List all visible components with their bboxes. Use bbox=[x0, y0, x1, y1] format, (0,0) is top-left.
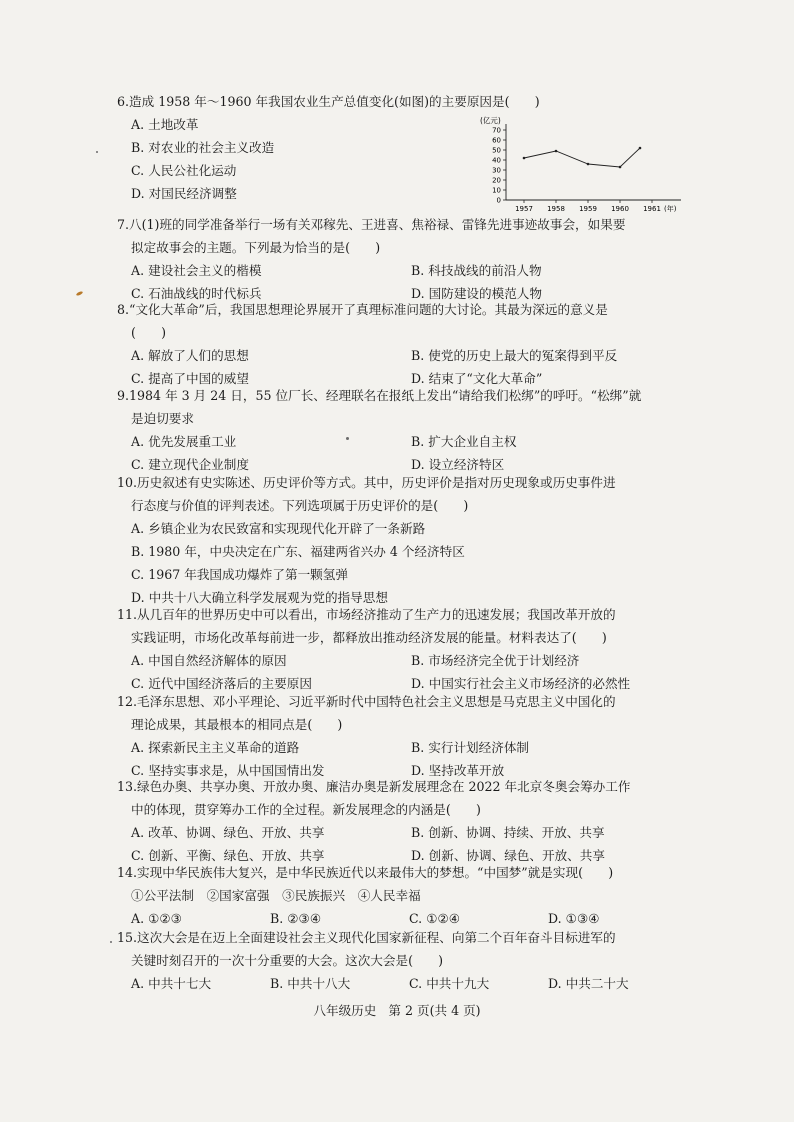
option-12a[interactable]: A. 探索新民主主义革命的道路 bbox=[131, 740, 300, 755]
question-12-stem-line1: 12.毛泽东思想、邓小平理论、习近平新时代中国特色社会主义思想是马克思主义中国化的 bbox=[117, 694, 616, 709]
option-10a[interactable]: A. 乡镇企业为农民致富和实现现代化开辟了一条新路 bbox=[131, 521, 426, 536]
y-tick-label: 70 bbox=[492, 126, 501, 135]
data-point bbox=[555, 150, 558, 153]
scan-speck bbox=[96, 151, 98, 153]
option-7a[interactable]: A. 建设社会主义的楷模 bbox=[131, 263, 262, 278]
y-tick-label: 20 bbox=[492, 176, 501, 185]
question-7-stem-line2: 拟定故事会的主题。下列最为恰当的是( ) bbox=[131, 240, 381, 255]
data-point-group bbox=[523, 147, 642, 169]
option-15c[interactable]: C. 中共十九大 bbox=[409, 976, 490, 991]
series-line bbox=[524, 148, 640, 167]
option-9b[interactable]: B. 扩大企业自主权 bbox=[411, 434, 517, 449]
y-tick-group bbox=[492, 127, 506, 205]
data-point bbox=[639, 147, 642, 150]
question-15-stem-line1: 15.这次大会是在迈上全面建设社会主义现代化国家新征程、向第二个百年奋斗目标进军的 bbox=[117, 930, 616, 945]
question-11-stem-line2: 实践证明，市场化改革每前进一步，都释放出推动经济发展的能量。材料表达了( ) bbox=[131, 630, 607, 645]
option-6b[interactable]: B. 对农业的社会主义改造 bbox=[131, 140, 275, 155]
question-11 bbox=[117, 603, 691, 695]
data-point bbox=[587, 163, 590, 166]
option-8a[interactable]: A. 解放了人们的思想 bbox=[131, 348, 249, 363]
option-11b[interactable]: B. 市场经济完全优于计划经济 bbox=[411, 653, 580, 668]
option-6a[interactable]: A. 土地改革 bbox=[131, 117, 199, 132]
option-13d[interactable]: D. 创新、协调、绿色、开放、共享 bbox=[411, 848, 605, 863]
footer-subject: 八年级历史 bbox=[313, 1003, 377, 1018]
option-11a[interactable]: A. 中国自然经济解体的原因 bbox=[131, 653, 287, 668]
option-7d[interactable]: D. 国防建设的模范人物 bbox=[411, 286, 542, 301]
question-8-stem-line2: ( ) bbox=[131, 325, 167, 340]
question-12-stem-line2: 理论成果，其最根本的相同点是( ) bbox=[131, 717, 343, 732]
option-6c[interactable]: C. 人民公社化运动 bbox=[131, 163, 237, 178]
question-13 bbox=[117, 775, 691, 867]
y-axis-label: (亿元) bbox=[480, 116, 501, 125]
option-15a[interactable]: A. 中共十七大 bbox=[131, 976, 212, 991]
option-10b[interactable]: B. 1980 年，中央决定在广东、福建两省兴办 4 个经济特区 bbox=[131, 544, 465, 559]
option-6d[interactable]: D. 对国民经济调整 bbox=[131, 186, 237, 201]
option-14b[interactable]: B. ②③④ bbox=[270, 911, 322, 926]
option-9d[interactable]: D. 设立经济特区 bbox=[411, 457, 505, 472]
x-tick-label: 1960 bbox=[611, 205, 629, 213]
question-15 bbox=[117, 926, 687, 995]
option-12b[interactable]: B. 实行计划经济体制 bbox=[411, 740, 530, 755]
y-tick-label: 50 bbox=[492, 146, 501, 155]
option-15b[interactable]: B. 中共十八大 bbox=[270, 976, 351, 991]
question-14 bbox=[117, 861, 687, 930]
scan-speck bbox=[110, 941, 112, 943]
y-tick-label: 30 bbox=[492, 166, 501, 175]
question-10 bbox=[117, 471, 616, 609]
option-7b[interactable]: B. 科技战线的前沿人物 bbox=[411, 263, 542, 278]
x-axis-label: (年) bbox=[664, 205, 677, 213]
question-7 bbox=[117, 213, 691, 305]
question-14-stem-line1: 14.实现中华民族伟大复兴，是中华民族近代以来最伟大的梦想。“中国梦”就是实现( ) bbox=[117, 865, 614, 880]
option-14d[interactable]: D. ①③④ bbox=[548, 911, 600, 926]
question-14-stem-line2: ①公平法制 ②国家富强 ③民族振兴 ④人民幸福 bbox=[131, 888, 421, 903]
x-tick-label: 1957 bbox=[515, 205, 533, 213]
option-8d[interactable]: D. 结束了“文化大革命” bbox=[411, 371, 543, 386]
option-9c[interactable]: C. 建立现代企业制度 bbox=[131, 457, 249, 472]
option-11c[interactable]: C. 近代中国经济落后的主要原因 bbox=[131, 676, 312, 691]
question-6-stem: 6.造成 1958 年～1960 年我国农业生产总值变化(如图)的主要原因是( ) bbox=[117, 94, 540, 109]
option-13c[interactable]: C. 创新、平衡、绿色、开放、共享 bbox=[131, 848, 325, 863]
option-11d[interactable]: D. 中国实行社会主义市场经济的必然性 bbox=[411, 676, 631, 691]
option-12d[interactable]: D. 坚持改革开放 bbox=[411, 763, 505, 778]
question-9-stem-line1: 9.1984 年 3 月 24 日，55 位厂长、经理联名在报纸上发出“请给我们松绑”的呼吁。“松绑”就 bbox=[117, 388, 642, 403]
option-13b[interactable]: B. 创新、协调、持续、开放、共享 bbox=[411, 825, 605, 840]
y-tick-label: 60 bbox=[492, 136, 501, 145]
option-14c[interactable]: C. ①②④ bbox=[409, 911, 461, 926]
option-8b[interactable]: B. 使党的历史上最大的冤案得到平反 bbox=[411, 348, 618, 363]
x-tick-label: 1959 bbox=[579, 205, 597, 213]
question-13-stem-line1: 13.绿色办奥、共享办奥、开放办奥、廉洁办奥是新发展理念在 2022 年北京冬奥会筹办工作 bbox=[117, 779, 631, 794]
question-9 bbox=[117, 384, 691, 476]
scan-speck bbox=[76, 291, 84, 297]
option-7c[interactable]: C. 石油战线的时代标兵 bbox=[131, 286, 262, 301]
question-10-stem-line2: 行态度与价值的评判表述。下列选项属于历史评价的是( ) bbox=[131, 498, 469, 513]
question-11-stem-line1: 11.从几百年的世界历史中可以看出，市场经济推动了生产力的迅速发展；我国改革开放的 bbox=[117, 607, 616, 622]
option-10c[interactable]: C. 1967 年我国成功爆炸了第一颗氢弹 bbox=[131, 567, 348, 582]
data-point bbox=[523, 157, 526, 160]
y-tick-label: 0 bbox=[496, 196, 501, 205]
option-8c[interactable]: C. 提高了中国的威望 bbox=[131, 371, 249, 386]
question-12 bbox=[117, 690, 691, 782]
question-8 bbox=[117, 298, 691, 390]
question-9-stem-line2: 是迫切要求 bbox=[131, 411, 194, 426]
option-14a[interactable]: A. ①②③ bbox=[131, 911, 182, 926]
x-tick-label: 1961 bbox=[643, 205, 661, 213]
option-15d[interactable]: D. 中共二十大 bbox=[548, 976, 629, 991]
page-footer bbox=[0, 1000, 794, 1019]
scan-speck bbox=[346, 437, 349, 440]
question-13-stem-line2: 中的体现，贯穿筹办工作的全过程。新发展理念的内涵是( ) bbox=[131, 802, 481, 817]
x-tick-label: 1958 bbox=[547, 205, 565, 213]
option-12c[interactable]: C. 坚持实事求是，从中国国情出发 bbox=[131, 763, 325, 778]
footer-page-number: 第 2 页(共 4 页) bbox=[388, 1003, 481, 1018]
option-10d[interactable]: D. 中共十八大确立科学发展观为党的指导思想 bbox=[131, 590, 388, 605]
question-15-stem-line2: 关键时刻召开的一次十分重要的大会。这次大会是( ) bbox=[131, 953, 444, 968]
agriculture-output-chart bbox=[476, 114, 694, 214]
option-13a[interactable]: A. 改革、协调、绿色、开放、共享 bbox=[131, 825, 325, 840]
question-7-stem-line1: 7.八(1)班的同学准备举行一场有关邓稼先、王进喜、焦裕禄、雷锋先进事迹故事会，如果要 bbox=[117, 217, 626, 232]
question-10-stem-line1: 10.历史叙述有史实陈述、历史评价等方式。其中，历史评价是指对历史现象或历史事件进 bbox=[117, 475, 616, 490]
question-8-stem-line1: 8.“文化大革命”后，我国思想理论界展开了真理标准问题的大讨论。其最为深远的意义是 bbox=[117, 302, 608, 317]
y-tick-label: 40 bbox=[492, 156, 501, 165]
option-9a[interactable]: A. 优先发展重工业 bbox=[131, 434, 237, 449]
data-point bbox=[619, 166, 622, 169]
x-tick-group bbox=[515, 200, 661, 213]
y-tick-label: 10 bbox=[492, 186, 501, 195]
